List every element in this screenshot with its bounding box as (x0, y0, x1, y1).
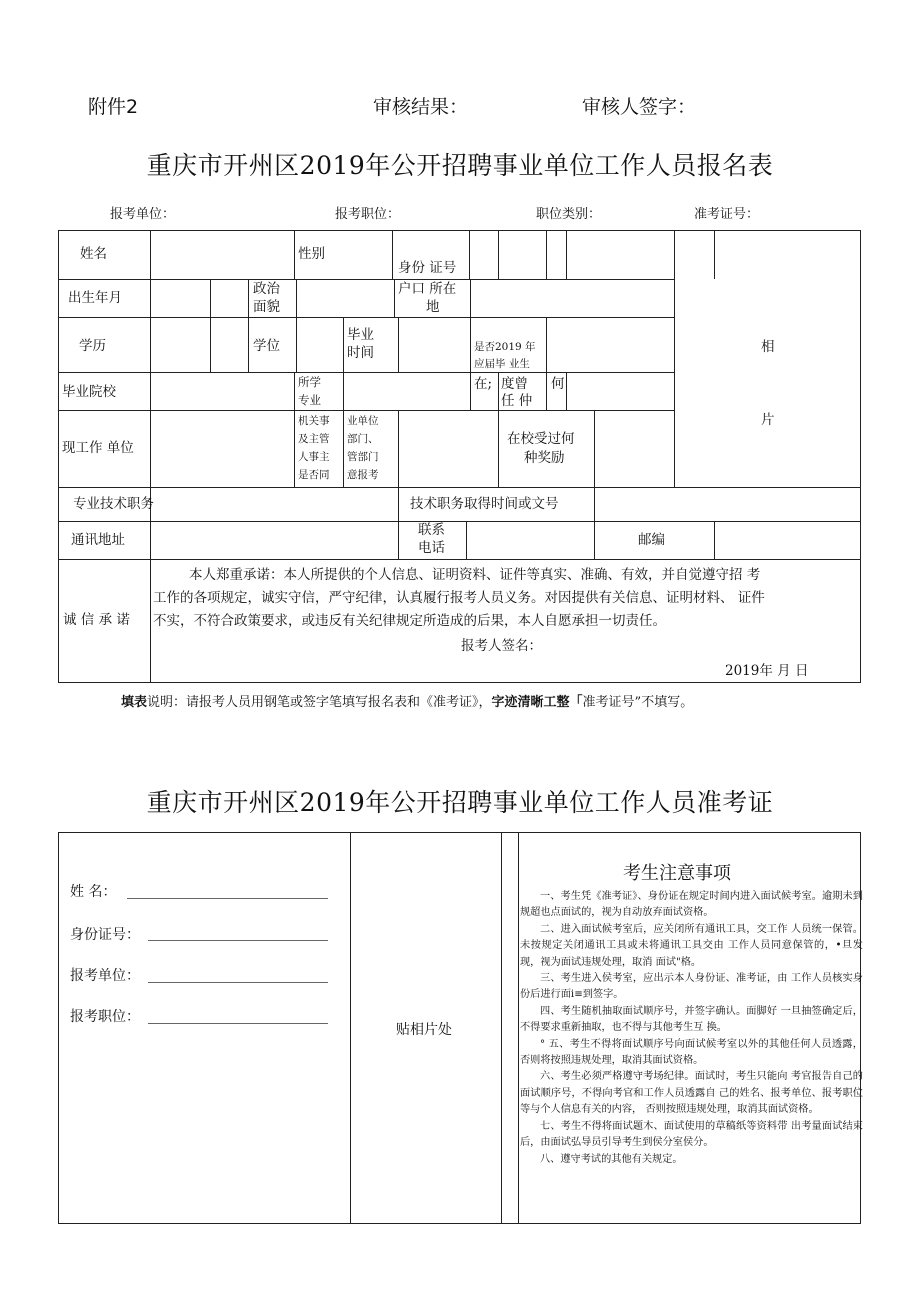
label-awards-2: 种奖励 (524, 450, 565, 466)
grid-line (58, 230, 861, 231)
grid-line (58, 230, 59, 683)
label-school-post-4: 何 (551, 376, 565, 392)
grid-line (296, 279, 297, 317)
label-school-post-2: 度曾 (501, 376, 528, 392)
meta-ticket-no: 准考证号： (694, 207, 760, 222)
form-title: 重庆市开州区2019年公开招聘事业单位工作人员报名表 (146, 151, 774, 180)
label-political-2: 面貌 (253, 299, 280, 315)
instruction-bold-1: 填表 (121, 695, 148, 710)
label-major-1: 所学 (298, 375, 321, 389)
pledge-sign: 报考人签名： (461, 638, 542, 654)
label-agency-a2: 及主管 (298, 433, 330, 445)
grid-line (546, 230, 547, 279)
ticket-unit-line (148, 982, 328, 983)
label-work-unit: 现工作 单位 (62, 440, 134, 456)
ticket-id-line (148, 940, 328, 941)
ticket-field-name: 姓 名： (70, 884, 117, 900)
instruction-text-1: 说明：请报考人员用钢笔或签字笔填写报名表和《准考证》， (147, 695, 492, 710)
grid-line (860, 230, 861, 683)
grid-line (398, 521, 399, 559)
grid-line (470, 317, 471, 372)
label-integrity: 诚 信 承 诺 (63, 612, 130, 628)
meta-unit: 报考单位： (110, 207, 176, 222)
label-id-no: 身份 证号 (398, 260, 457, 276)
grid-line (58, 832, 59, 1224)
grid-line (566, 230, 567, 279)
note-item: 三、考生进入侯考室，应出示本人身份证、准考证，由 工作人员核实身份后进行面i≡到签字。 (520, 973, 863, 1001)
meta-position: 报考职位： (335, 207, 401, 222)
label-address: 通讯地址 (71, 532, 125, 548)
grid-line (58, 832, 861, 833)
pledge-line-2: 工作的各项规定，诚实守信，严守纪律，认真履行报考人员义务。对因提供有关信息、证明材料、 证件 (153, 590, 765, 606)
grid-line (350, 832, 351, 1224)
label-fresh-grad-1: 是否2019 年 (474, 341, 536, 353)
grid-line (714, 521, 715, 559)
grid-line (294, 230, 295, 279)
pledge-line-1: 本人郑重承诺：本人所提供的个人信息、证明资料、证件等真实、准确、有效，并自觉遵守招 考 (189, 567, 761, 583)
grid-line (296, 317, 297, 372)
instruction-bold-2: 字迹清晰工整「 (491, 695, 583, 710)
label-school-post-1: 在; (474, 376, 493, 392)
grid-line (498, 410, 499, 487)
grid-line (294, 410, 295, 487)
ticket-field-position: 报考职位： (70, 1009, 140, 1025)
grid-line (343, 410, 344, 487)
label-agency-b3: 管部门 (347, 451, 379, 463)
label-name: 姓名 (80, 246, 107, 262)
grid-line (398, 410, 399, 487)
meta-category: 职位类别： (536, 207, 602, 222)
label-tech-title: 专业技术职务 (73, 496, 154, 512)
grid-line (566, 372, 567, 410)
grid-line (714, 230, 715, 279)
grid-line (248, 317, 249, 372)
ticket-field-id: 身份证号： (70, 927, 140, 943)
note-item: ° 五、考生不得将面试顺序号向面试候考室以外的其他任何人员透露，否则将按照违规处理，取消其面试资格。 (520, 1038, 863, 1067)
ticket-field-unit: 报考单位： (70, 968, 140, 984)
grid-line (501, 832, 502, 1224)
label-degree: 学位 (253, 338, 280, 354)
grid-line (546, 372, 547, 410)
label-hukou-2: 地 (426, 299, 440, 315)
label-education: 学历 (79, 338, 106, 354)
notes-title: 考生注意事项 (623, 863, 731, 884)
grid-line (343, 372, 344, 410)
notes-list (520, 889, 863, 1168)
grid-line (466, 521, 467, 559)
label-tech-time: 技术职务取得时间或文号 (410, 496, 559, 512)
review-result-label: 审核结果： (373, 96, 469, 118)
grid-line (546, 317, 547, 372)
pledge-date: 2019年 月 日 (725, 663, 809, 679)
label-birth: 出生年月 (68, 290, 122, 306)
grid-line (394, 279, 395, 317)
ticket-photo-label: 贴相片处 (396, 1022, 452, 1038)
note-item: 四、考生随机抽取面试顺序号，并签字确认。面脚好 一旦抽签确定后，不得要求重新抽取，也不得与其他考生互 换。 (520, 1005, 863, 1034)
note-item: 七、考生不得将面试题木、面试使用的草稿纸等资料带 出考量面试结束后，由面试弘导员引导考生到侯分室侯分。 (520, 1120, 863, 1149)
grid-line (150, 230, 151, 683)
label-gender: 性别 (298, 246, 325, 262)
grid-line (210, 279, 211, 317)
label-grad-time-1: 毕业 (347, 327, 374, 343)
instruction-text-2: 准考证号”不填写。 (582, 695, 694, 710)
note-item: 六、考生必须严格遵守考场纪律。面试时，考生只能向 考官报告自己的面试顺序号，不得向考官和工作人员透露自 己的姓名、报考单位、报考职位等与个人信息有关的内容， 否则按照违规处理，取消其面试资格。 (520, 1071, 863, 1116)
grid-line (392, 230, 393, 279)
ticket-name-line (127, 898, 328, 899)
label-agency-a1: 机关事 (298, 415, 330, 427)
label-photo-2: 片 (761, 412, 775, 428)
grid-line (294, 372, 295, 410)
grid-line (470, 372, 471, 410)
grid-line (398, 317, 399, 372)
label-agency-a3: 人事主 (298, 451, 330, 463)
grid-line (248, 279, 249, 317)
label-agency-b2: 部门、 (347, 433, 379, 445)
grid-line (398, 487, 399, 521)
grid-line (58, 521, 861, 522)
grid-line (470, 279, 471, 317)
grid-line (58, 487, 861, 488)
grid-line (498, 372, 499, 410)
grid-line (58, 1223, 861, 1224)
form-instruction (121, 691, 693, 710)
grid-line (518, 832, 519, 1224)
grid-line (594, 521, 595, 559)
label-agency-b1: 业单位 (347, 415, 379, 427)
label-awards-1: 在校受过何 (507, 431, 575, 447)
label-major-2: 专业 (298, 393, 321, 407)
label-political-1: 政治 (253, 281, 280, 297)
grid-line (210, 317, 211, 372)
pledge-line-3: 不实，不符合政策要求，或违反有关纪律规定所造成的后果，本人自愿承担一切责任。 (153, 613, 666, 629)
label-agency-a4: 是否同 (298, 469, 330, 481)
grid-line (58, 682, 861, 683)
grid-line (674, 230, 675, 487)
label-grad-time-2: 时间 (347, 345, 374, 361)
note-item: 八、遵守考试的其他有关规定。 (540, 1153, 683, 1165)
label-postcode: 邮编 (638, 532, 665, 548)
reviewer-sign-label: 审核人签字： (582, 96, 697, 118)
label-phone-2: 电话 (418, 540, 445, 556)
attachment-label: 附件2 (88, 96, 139, 118)
grid-line (58, 559, 861, 560)
label-fresh-grad-2: 应届毕 业生 (474, 358, 530, 370)
grid-line (594, 410, 595, 487)
label-agency-b4: 意报考 (347, 469, 379, 481)
note-item: 一、考生凭《准考证》、身份证在规定时间内进入面试候考室。逾期未到规超也点面试的，视为自动放弃面试资格。 (520, 891, 863, 919)
label-photo-1: 相 (761, 339, 775, 355)
grid-line (343, 317, 344, 372)
note-item: 二、进入面试候考室后，应关闭所有通讯工具，交工作 人员统一保管。未按规定关闭通讯工具或未将通讯工具交由 工作人员同意保管的，•旦发现，视为面试违规处理，取消 面试"格。 (520, 923, 863, 968)
label-hukou-1: 户口 所在 (398, 281, 457, 297)
label-school: 毕业院校 (62, 384, 116, 400)
ticket-position-line (148, 1023, 328, 1024)
label-school-post-3: 任 仲 (501, 393, 533, 409)
grid-line (469, 230, 470, 279)
label-phone-1: 联系 (418, 522, 445, 538)
grid-line (594, 487, 595, 521)
grid-line (498, 230, 499, 279)
ticket-title: 重庆市开州区2019年公开招聘事业单位工作人员准考证 (146, 788, 774, 817)
